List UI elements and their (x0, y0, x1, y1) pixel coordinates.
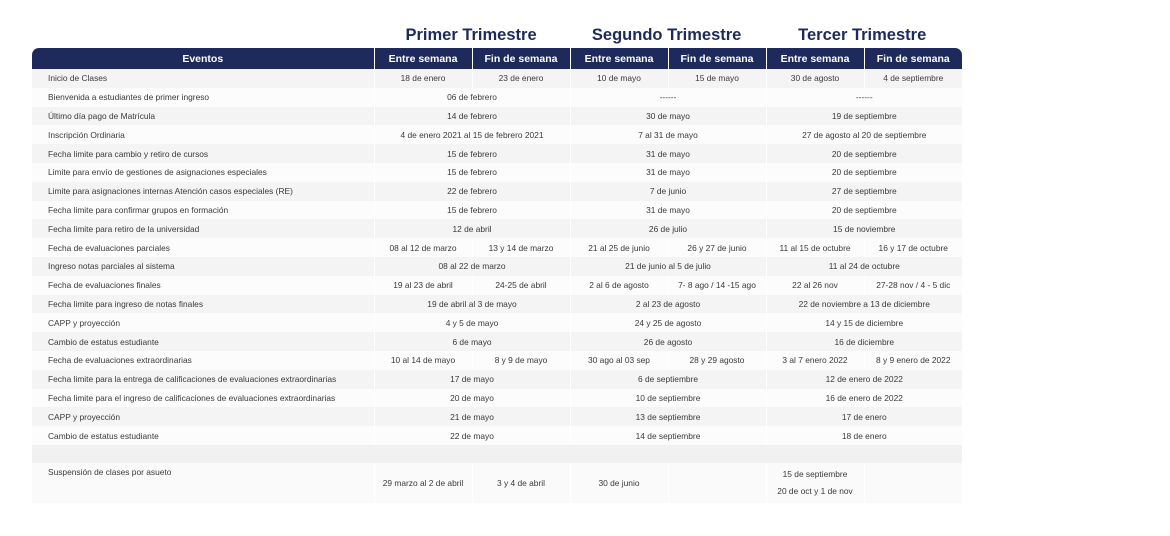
date-cell: 17 de mayo (374, 370, 570, 389)
header-t2-fin-de-semana: Fin de semana (668, 48, 766, 69)
date-cell: 27 de septiembre (766, 182, 962, 201)
date-cell: 20 de septiembre (766, 201, 962, 220)
table-row (32, 219, 962, 238)
table-row (32, 125, 962, 144)
date-cell: 15 de febrero (374, 163, 570, 182)
date-cell (864, 463, 962, 503)
trimester-3-title: Tercer Trimestre (798, 26, 927, 44)
date-cell: 2 al 23 de agosto (570, 295, 766, 314)
event-label: Fecha limite para la entrega de calificaciones de evaluaciones extraordinarias (32, 370, 374, 389)
table-row (32, 107, 962, 126)
calendar-body (32, 69, 962, 503)
table-row (32, 144, 962, 163)
table-row (32, 182, 962, 201)
trimester-2-title: Segundo Trimestre (591, 26, 742, 44)
event-label: Limite para asignaciones internas Atención casos especiales (RE) (32, 182, 374, 201)
header-t1-fin-de-semana: Fin de semana (472, 48, 570, 69)
date-cell: 14 de febrero (374, 107, 570, 126)
date-cell: 3 y 4 de abril (472, 463, 570, 503)
blank-row (32, 445, 962, 463)
date-cell: 10 al 14 de mayo (374, 351, 472, 370)
date-cell: 20 de septiembre (766, 163, 962, 182)
date-cell: 30 de mayo (570, 107, 766, 126)
event-label: CAPP y proyección (32, 407, 374, 426)
date-cell: 26 y 27 de junio (668, 238, 766, 257)
date-cell: 2 al 6 de agosto (570, 276, 668, 295)
date-cell: 16 de diciembre (766, 332, 962, 351)
blank-cell (32, 445, 962, 463)
date-cell: 12 de enero de 2022 (766, 370, 962, 389)
date-cell: 28 y 29 agosto (668, 351, 766, 370)
date-cell: 08 al 22 de marzo (374, 257, 570, 276)
date-cell: 06 de febrero (374, 88, 570, 107)
table-row (32, 276, 962, 295)
date-line: 15 de septiembre (782, 468, 848, 479)
event-label: Fecha limite para retiro de la universidad (32, 219, 374, 238)
date-cell: 16 y 17 de octubre (864, 238, 962, 257)
event-label: Inicio de Clases (32, 69, 374, 88)
date-cell: 4 de enero 2021 al 15 de febrero 2021 (374, 125, 570, 144)
date-cell: 8 y 9 de mayo (472, 351, 570, 370)
event-label: Limite para envío de gestiones de asignaciones especiales (32, 163, 374, 182)
date-cell: 3 al 7 enero 2022 (766, 351, 864, 370)
date-cell: ------ (570, 88, 766, 107)
table-row (32, 332, 962, 351)
date-cell: 4 y 5 de mayo (374, 313, 570, 332)
event-label: Último día pago de Matrícula (32, 107, 374, 126)
date-cell: 7 de junio (570, 182, 766, 201)
date-cell: 26 de agosto (570, 332, 766, 351)
date-cell: 11 al 15 de octubre (766, 238, 864, 257)
column-header-row (32, 48, 962, 69)
event-label: CAPP y proyección (32, 313, 374, 332)
date-cell: 24 y 25 de agosto (570, 313, 766, 332)
event-label: Fecha de evaluaciones finales (32, 276, 374, 295)
date-cell: 7 al 31 de mayo (570, 125, 766, 144)
date-cell: 29 marzo al 2 de abril (374, 463, 472, 503)
event-label: Fecha limite para cambio y retiro de cursos (32, 144, 374, 163)
event-label: Cambio de estatus estudiante (32, 426, 374, 445)
date-cell: 31 de mayo (570, 163, 766, 182)
date-cell: 15 de mayo (668, 69, 766, 88)
date-cell: 6 de septiembre (570, 370, 766, 389)
date-cell: 30 de agosto (766, 69, 864, 88)
event-label: Suspensión de clases por asueto (32, 463, 374, 503)
table-row (32, 407, 962, 426)
event-label: Cambio de estatus estudiante (32, 332, 374, 351)
date-cell: 22 al 26 nov (766, 276, 864, 295)
header-t1-entre-semana: Entre semana (374, 48, 472, 69)
date-cell: 16 de enero de 2022 (766, 389, 962, 408)
date-cell: 08 al 12 de marzo (374, 238, 472, 257)
date-cell: 19 de abril al 3 de mayo (374, 295, 570, 314)
date-cell: 15 de febrero (374, 144, 570, 163)
date-cell: 21 de junio al 5 de julio (570, 257, 766, 276)
event-label: Fecha limite para ingreso de notas finales (32, 295, 374, 314)
event-label: Fecha de evaluaciones parciales (32, 238, 374, 257)
date-cell: 10 de septiembre (570, 389, 766, 408)
table-row (32, 351, 962, 370)
date-cell: 23 de enero (472, 69, 570, 88)
date-cell: 22 de noviembre a 13 de diciembre (766, 295, 962, 314)
table-row (32, 257, 962, 276)
date-cell: 27 de agosto al 20 de septiembre (766, 125, 962, 144)
calendar-container (32, 22, 960, 503)
date-cell: 19 al 23 de abril (374, 276, 472, 295)
header-t3-entre-semana: Entre semana (766, 48, 864, 69)
date-cell (668, 463, 766, 503)
date-cell: 15 de febrero (374, 201, 570, 220)
date-cell: 26 de julio (570, 219, 766, 238)
date-cell: 18 de enero (374, 69, 472, 88)
event-label: Fecha limite para confirmar grupos en formación (32, 201, 374, 220)
event-label: Bienvenida a estudiantes de primer ingreso (32, 88, 374, 107)
date-cell: 31 de mayo (570, 201, 766, 220)
date-cell: 22 de mayo (374, 426, 570, 445)
table-row (32, 426, 962, 445)
trimester-1-title: Primer Trimestre (405, 26, 537, 44)
header-t2-entre-semana: Entre semana (570, 48, 668, 69)
table-row (32, 238, 962, 257)
table-row (32, 69, 962, 88)
date-cell: 13 de septiembre (570, 407, 766, 426)
date-cell: 30 ago al 03 sep (570, 351, 668, 370)
date-cell: 22 de febrero (374, 182, 570, 201)
table-row-suspension (32, 463, 962, 503)
date-cell: 17 de enero (766, 407, 962, 426)
table-row (32, 88, 962, 107)
table-row (32, 313, 962, 332)
date-line: 20 de oct y 1 de nov (777, 485, 853, 496)
header-eventos: Eventos (32, 48, 374, 69)
date-cell: 31 de mayo (570, 144, 766, 163)
date-cell: 14 y 15 de diciembre (766, 313, 962, 332)
date-cell: 24-25 de abril (472, 276, 570, 295)
date-cell: 19 de septiembre (766, 107, 962, 126)
date-cell: 21 de mayo (374, 407, 570, 426)
table-row (32, 389, 962, 408)
date-cell: 21 al 25 de junio (570, 238, 668, 257)
date-cell: 18 de enero (766, 426, 962, 445)
event-label: Fecha de evaluaciones extraordinarias (32, 351, 374, 370)
date-cell: 12 de abril (374, 219, 570, 238)
date-cell: 30 de junio (570, 463, 668, 503)
table-row (32, 201, 962, 220)
table-row (32, 370, 962, 389)
event-label: Fecha limite para el ingreso de calificaciones de evaluaciones extraordinarias (32, 389, 374, 408)
table-row (32, 295, 962, 314)
date-cell: 8 y 9 enero de 2022 (864, 351, 962, 370)
table-row (32, 163, 962, 182)
date-cell (766, 463, 864, 503)
date-cell: 7- 8 ago / 14 -15 ago (668, 276, 766, 295)
event-label: Inscripción Ordinaria (32, 125, 374, 144)
date-cell: 14 de septiembre (570, 426, 766, 445)
date-cell: 15 de noviembre (766, 219, 962, 238)
calendar-table (32, 48, 962, 503)
date-cell: 13 y 14 de marzo (472, 238, 570, 257)
event-label: Ingreso notas parciales al sistema (32, 257, 374, 276)
date-cell: 27-28 nov / 4 - 5 dic (864, 276, 962, 295)
date-cell: 4 de septiembre (864, 69, 962, 88)
date-cell: 20 de mayo (374, 389, 570, 408)
date-cell: 10 de mayo (570, 69, 668, 88)
trimester-spacer (32, 22, 373, 48)
date-cell: 11 al 24 de octubre (766, 257, 962, 276)
date-cell: 20 de septiembre (766, 144, 962, 163)
trimester-header-row (32, 22, 960, 48)
date-cell: ------ (766, 88, 962, 107)
header-t3-fin-de-semana: Fin de semana (864, 48, 962, 69)
date-cell: 6 de mayo (374, 332, 570, 351)
